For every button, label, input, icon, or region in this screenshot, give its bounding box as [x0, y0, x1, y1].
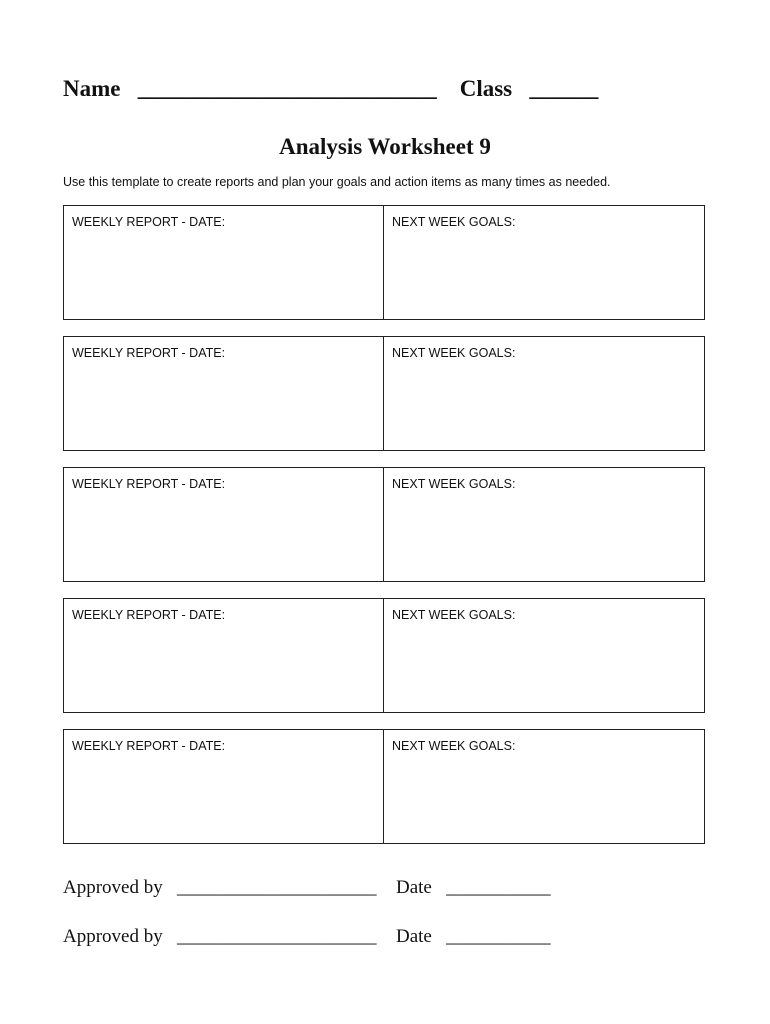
next-week-goals-cell[interactable]	[384, 337, 704, 450]
name-field[interactable]: __________________________	[137, 76, 437, 101]
class-label: Class	[459, 76, 513, 101]
report-box-2	[63, 336, 705, 451]
weekly-report-cell[interactable]	[64, 599, 384, 712]
next-week-goals-label: NEXT WEEK GOALS:	[392, 346, 516, 360]
weekly-report-cell[interactable]	[64, 337, 384, 450]
next-week-goals-cell[interactable]	[384, 599, 704, 712]
weekly-report-cell[interactable]	[64, 206, 384, 319]
report-box-3	[63, 467, 705, 582]
next-week-goals-label: NEXT WEEK GOALS:	[392, 608, 516, 622]
next-week-goals-label: NEXT WEEK GOALS:	[392, 739, 516, 753]
name-label: Name	[63, 76, 121, 101]
weekly-report-cell[interactable]	[64, 468, 384, 581]
next-week-goals-cell[interactable]	[384, 206, 704, 319]
instructions-text: Use this template to create reports and plan your goals and action items as many times as needed.	[63, 175, 611, 189]
weekly-report-label: WEEKLY REPORT - DATE:	[72, 346, 226, 360]
name-class-header	[63, 76, 598, 102]
report-box-1	[63, 205, 705, 320]
weekly-report-label: WEEKLY REPORT - DATE:	[72, 739, 226, 753]
date-label: Date	[395, 877, 432, 898]
next-week-goals-label: NEXT WEEK GOALS:	[392, 477, 516, 491]
date-field[interactable]: ___________	[446, 926, 551, 947]
class-field[interactable]: ______	[529, 76, 599, 101]
approved-by-field[interactable]: _____________________	[176, 926, 377, 947]
approved-by-label: Approved by	[63, 877, 163, 898]
next-week-goals-cell[interactable]	[384, 468, 704, 581]
page-title: Analysis Worksheet 9	[279, 134, 491, 159]
approval-line-2	[63, 926, 551, 948]
report-box-4	[63, 598, 705, 713]
approved-by-field[interactable]: _____________________	[176, 877, 377, 898]
date-field[interactable]: ___________	[446, 877, 551, 898]
approved-by-label: Approved by	[63, 926, 163, 947]
next-week-goals-cell[interactable]	[384, 730, 704, 843]
weekly-report-label: WEEKLY REPORT - DATE:	[72, 477, 226, 491]
report-box-5	[63, 729, 705, 844]
approval-line-1	[63, 877, 551, 899]
weekly-report-label: WEEKLY REPORT - DATE:	[72, 608, 226, 622]
next-week-goals-label: NEXT WEEK GOALS:	[392, 215, 516, 229]
weekly-report-label: WEEKLY REPORT - DATE:	[72, 215, 226, 229]
weekly-report-cell[interactable]	[64, 730, 384, 843]
date-label: Date	[395, 926, 432, 947]
